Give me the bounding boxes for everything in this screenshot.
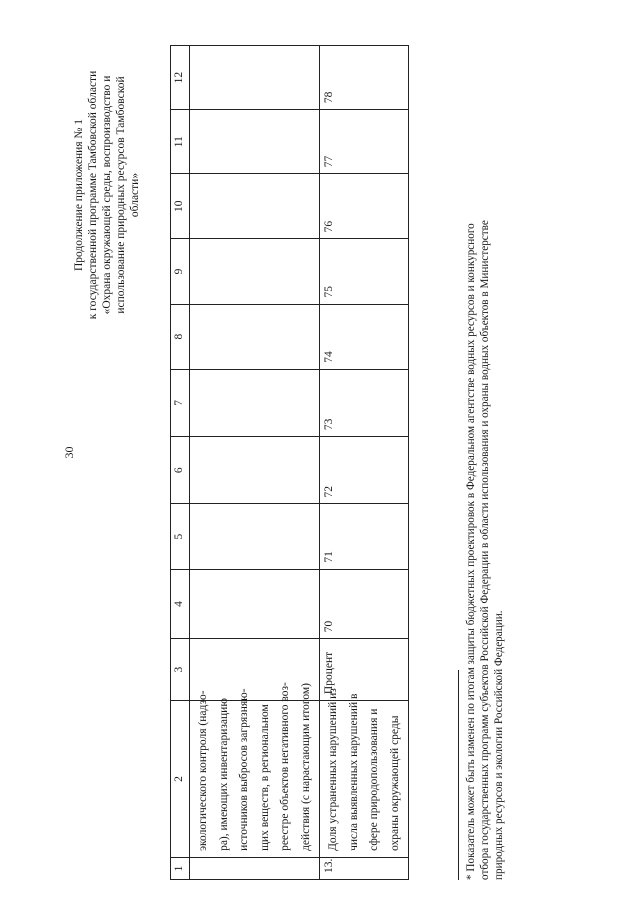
unit-cell: Процент [320, 639, 409, 701]
column-header: 12 [171, 46, 190, 110]
value-cell [190, 46, 320, 110]
description-line: реестре объектов негативного воз- [279, 682, 291, 851]
column-header: 5 [171, 504, 190, 569]
description-line: щих веществ, в региональном [258, 704, 271, 851]
description-line: сфере природопользования и [368, 708, 380, 851]
column-header: 11 [171, 110, 190, 174]
column-header: 10 [171, 174, 190, 239]
value-cell [190, 304, 320, 369]
table-row [320, 46, 409, 880]
indicator-description [190, 682, 320, 858]
value-cell [190, 504, 320, 569]
column-header: 6 [171, 437, 190, 504]
description-line: охраны окружающей среды [388, 715, 401, 851]
description-line: экологического контроля (надзо- [197, 690, 209, 851]
footnote-line: природных ресурсов и экологии Российской Федерации. [493, 610, 505, 880]
header-line: области» [129, 172, 141, 218]
description-line: ра), имеющих инвентаризацию [217, 698, 230, 851]
footnote-line: * Показатель может быть изменен по итогам защиты бюджетных проектировок в Федеральном агентстве водных ресурсов и конкурсного [465, 223, 477, 880]
header-line: Продолжение приложения № 1 [73, 118, 85, 272]
value-cell: 77 [320, 110, 409, 174]
value-cell: 70 [320, 569, 409, 639]
value-cell: 76 [320, 174, 409, 239]
footnote-line: отбора государственных программ субъектов Российской Федерации в области использования и охраны водных объектов в Министерстве [479, 220, 491, 880]
row-number: 13. [320, 857, 409, 879]
description-line: источников выбросов загрязняю- [238, 688, 250, 851]
column-number-row [171, 46, 190, 880]
value-cell [190, 369, 320, 436]
value-cell [190, 569, 320, 639]
description-line: Доля устраненных нарушений из [327, 688, 339, 851]
description-line: числа выявленных нарушений в [347, 693, 360, 851]
column-header: 9 [171, 239, 190, 304]
value-cell [190, 239, 320, 304]
column-header: 3 [171, 639, 190, 701]
value-cell: 71 [320, 504, 409, 569]
value-cell [190, 110, 320, 174]
value-cell: 78 [320, 46, 409, 110]
header-line: к государственной программе Тамбовской области [87, 70, 99, 320]
column-header: 4 [171, 569, 190, 639]
column-header: 8 [171, 304, 190, 369]
value-cell [190, 437, 320, 504]
description-line: действия (с нарастающим итогом) [299, 683, 312, 851]
value-cell: 72 [320, 437, 409, 504]
indicator-description [320, 688, 409, 858]
column-header: 7 [171, 369, 190, 436]
column-header: 1 [171, 857, 190, 879]
footnote [464, 20, 506, 880]
value-cell: 74 [320, 304, 409, 369]
column-header: 2 [171, 701, 190, 858]
table-row [190, 46, 320, 880]
appendix-header [72, 45, 142, 345]
indicators-table [170, 45, 409, 880]
value-cell: 73 [320, 369, 409, 436]
value-cell [190, 174, 320, 239]
header-line: использование природных ресурсов Тамбовской [115, 76, 127, 314]
footnote-divider [458, 670, 459, 880]
header-line: «Охрана окружающей среды, воспроизводство и [101, 75, 113, 315]
page-number: 30 [62, 446, 76, 459]
row-number [190, 857, 320, 879]
value-cell: 75 [320, 239, 409, 304]
